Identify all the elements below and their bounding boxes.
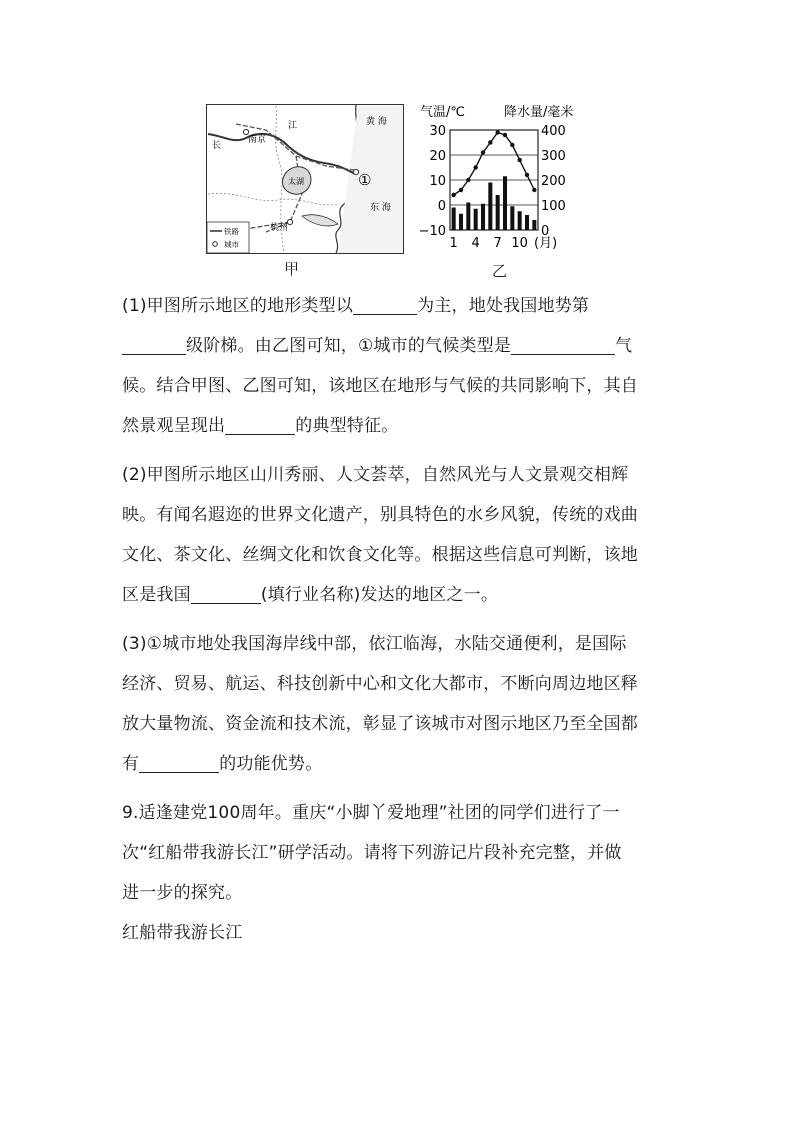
label-dong-hai: 东 海 [370, 203, 391, 213]
text-segment: 文化、茶文化、丝绸文化和饮食文化等。根据这些信息可判断，该地 [122, 545, 638, 565]
regional-map [206, 104, 404, 254]
precip-bar [518, 211, 522, 230]
precip-bar [503, 176, 507, 230]
precip-bar [532, 220, 536, 230]
label-nanjing: 南京 [248, 135, 267, 145]
text-line [122, 495, 682, 535]
text-segment: 级阶梯。由乙图可知，①城市的气候类型是 [186, 336, 512, 356]
temperature-point [466, 178, 470, 182]
label-hangzhou: 杭州 [270, 223, 289, 233]
x-tick-label: 1 [449, 236, 458, 251]
left-tick-label: 30 [429, 124, 446, 139]
map-caption: 甲 [284, 260, 300, 278]
legend-city-label: 城市 [224, 240, 239, 249]
legend-railway-label: 铁路 [224, 227, 239, 236]
x-tick-label: 4 [471, 236, 480, 251]
text-segment: 候。结合甲图、乙图可知，该地区在地形与气候的共同影响下，其自 [122, 376, 638, 396]
answer-blank[interactable] [191, 579, 261, 604]
text-segment: 进一步的探究。 [122, 883, 243, 903]
temperature-point [481, 150, 485, 154]
label-chang: 长 [212, 141, 222, 151]
text-segment: 然景观呈现出 [122, 416, 226, 436]
answer-blank[interactable] [353, 290, 417, 315]
question-9 [122, 793, 682, 953]
label-taihu: 太湖 [288, 177, 304, 186]
left-axis-label: 气温/℃ [420, 105, 465, 120]
text-line [122, 455, 682, 495]
left-tick-label: 0 [437, 199, 446, 214]
text-segment: 区是我国 [122, 585, 191, 605]
right-tick-label: 400 [541, 124, 566, 139]
temperature-point [517, 158, 521, 162]
text-line [122, 704, 682, 744]
text-segment: 放大量物流、资金流和技术流，彰显了该城市对图示地区乃至全国都 [122, 714, 638, 734]
text-segment: 为主，地处我国地势第 [417, 296, 590, 316]
text-segment: (填行业名称)发达的地区之一。 [260, 585, 499, 605]
temperature-point [503, 133, 507, 137]
climate-chart [412, 100, 602, 258]
label-jiang: 江 [288, 121, 298, 131]
precip-bar [496, 195, 500, 230]
text-line [122, 326, 682, 366]
text-segment: (3)①城市地处我国海岸线中部，依江临海，水陆交通便利，是国际 [122, 634, 627, 654]
text-segment: 有 [122, 754, 140, 774]
left-tick-label: −10 [418, 224, 446, 239]
x-tick-label: 10 [511, 236, 528, 251]
answer-blank[interactable] [511, 330, 615, 355]
temperature-point [525, 173, 529, 177]
precip-bar [459, 214, 463, 230]
text-line [122, 575, 682, 615]
right-tick-label: 100 [541, 199, 566, 214]
question-3 [122, 624, 682, 784]
left-tick-label: 10 [429, 174, 446, 189]
answer-blank[interactable] [225, 410, 295, 435]
question-1 [122, 286, 682, 446]
temperature-point [459, 188, 463, 192]
text-segment: (2)甲图所示地区山川秀丽、人文荟萃，自然风光与人文景观交相辉 [122, 465, 629, 485]
text-segment: 次“红船带我游长江”研学活动。请将下列游记片段补充完整，并做 [122, 843, 622, 863]
text-line [122, 286, 682, 326]
precip-bar [466, 203, 470, 231]
temperature-point [473, 165, 477, 169]
text-line [122, 535, 682, 575]
right-tick-label: 200 [541, 174, 566, 189]
precip-bar [488, 183, 492, 231]
city-marker-hangzhou [287, 219, 292, 224]
x-unit-label: (月) [534, 236, 558, 251]
text-line [122, 744, 682, 784]
figures-area [0, 0, 794, 290]
text-line [122, 624, 682, 664]
precip-bar [481, 204, 485, 230]
label-city-marker: ① [358, 171, 372, 189]
text-segment: 经济、贸易、航运、科技创新中心和文化大都市，不断向周边地区释 [122, 674, 638, 694]
temperature-point [532, 188, 536, 192]
text-segment: (1)甲图所示地区的地形类型以 [122, 296, 354, 316]
text-line [122, 913, 682, 953]
precip-bar [525, 215, 529, 230]
temperature-point [488, 140, 492, 144]
x-tick-label: 7 [493, 236, 502, 251]
text-line [122, 793, 682, 833]
temperature-line [454, 133, 535, 196]
chart-caption: 乙 [492, 262, 508, 280]
text-line [122, 406, 682, 446]
answer-blank[interactable] [122, 330, 186, 355]
temperature-point [495, 130, 499, 134]
answer-blank[interactable] [139, 748, 219, 773]
text-segment: 的功能优势。 [219, 754, 323, 774]
city-marker-nanjing [243, 129, 248, 134]
legend-city-symbol [213, 242, 218, 247]
text-segment: 的典型特征。 [295, 416, 399, 436]
right-tick-label: 300 [541, 149, 566, 164]
question-2 [122, 455, 682, 615]
left-tick-label: 20 [429, 149, 446, 164]
text-line [122, 366, 682, 406]
text-segment: 红船带我游长江 [122, 923, 243, 943]
text-segment: 9.适逢建党100周年。重庆“小脚丫爱地理”社团的同学们进行了一 [122, 803, 620, 823]
text-line [122, 664, 682, 704]
precip-bar [510, 206, 514, 230]
right-axis-label: 降水量/毫米 [504, 105, 574, 120]
text-segment: 气 [615, 336, 633, 356]
temperature-point [510, 143, 514, 147]
precip-bar [474, 209, 478, 230]
right-tick-label: 0 [541, 224, 550, 239]
text-line [122, 833, 682, 873]
text-segment: 映。有闻名遐迩的世界文化遗产，别具特色的水乡风貌，传统的戏曲 [122, 505, 638, 525]
precip-bar [452, 208, 456, 231]
text-line [122, 873, 682, 913]
temperature-point [451, 193, 455, 197]
label-huang-hai: 黄 海 [366, 117, 387, 127]
